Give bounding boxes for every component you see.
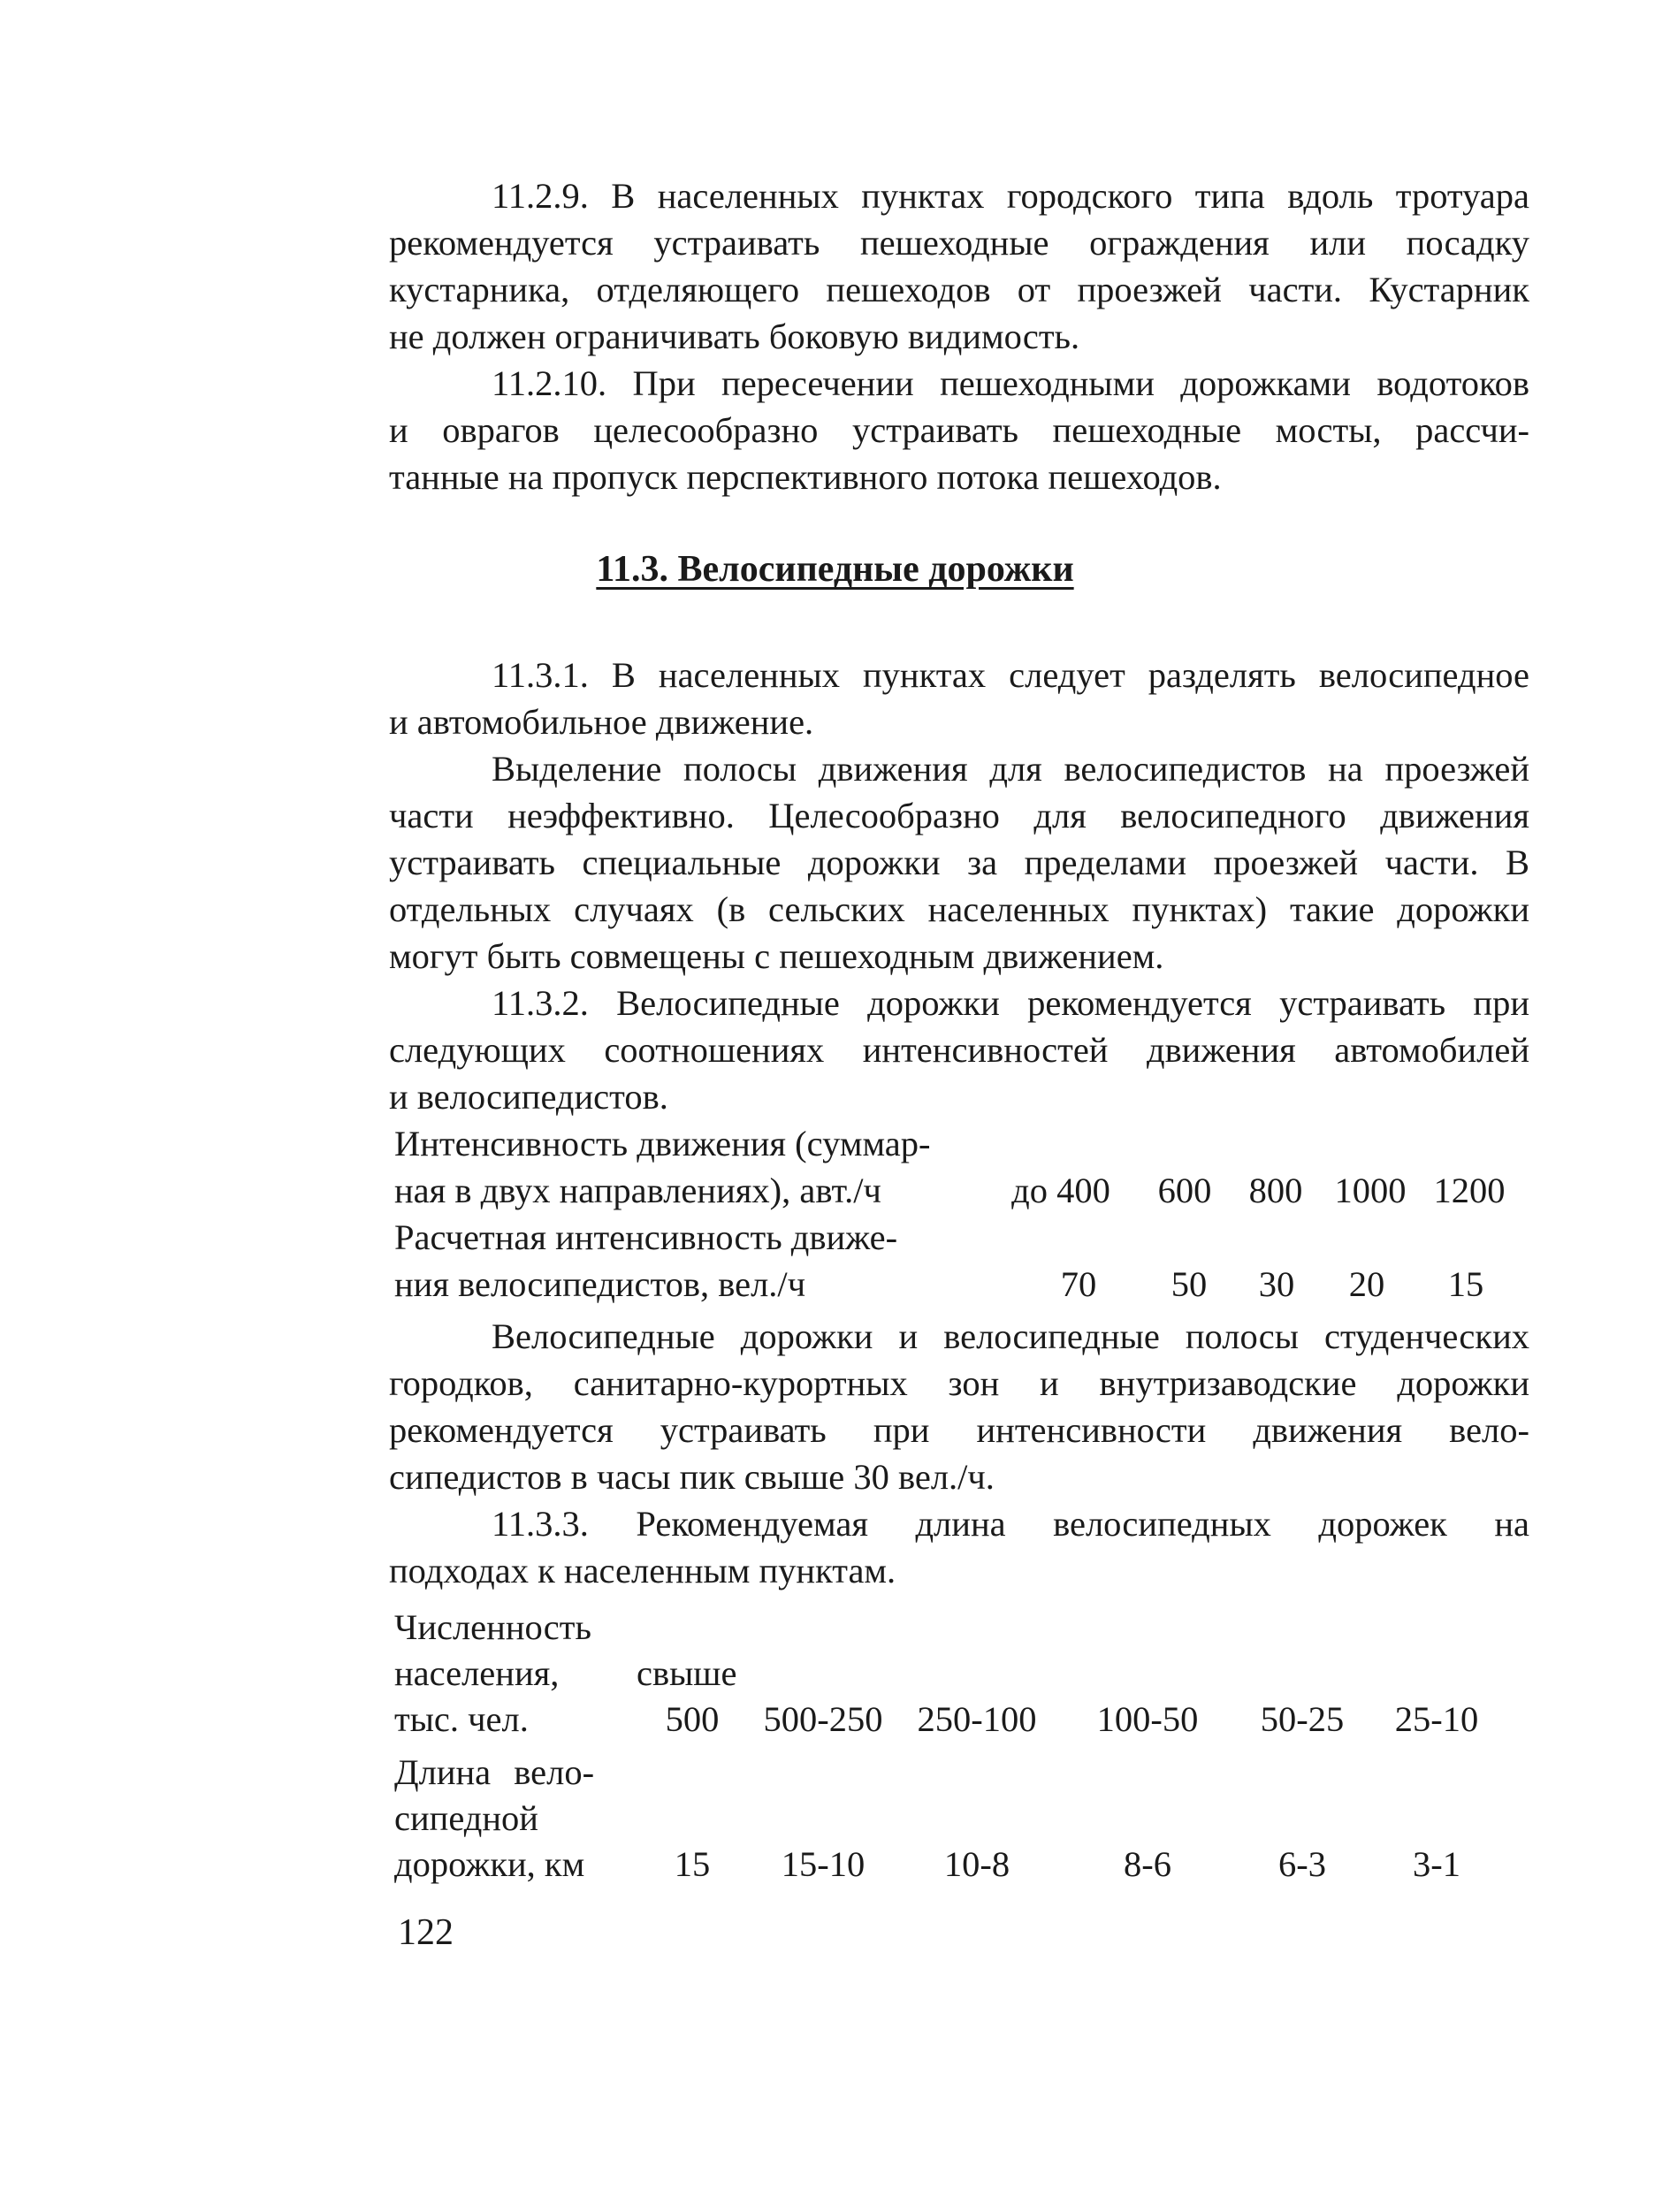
table-cell: до 400 xyxy=(1011,1171,1110,1210)
text-line: городков, санитарно-курортных зон и внутризаводские дорожки xyxy=(389,1363,1529,1403)
text-line: 11.3.1. В населенных пунктах следует разделять велосипедное xyxy=(492,655,1529,695)
table-label: ния велосипедистов, вел./ч xyxy=(394,1264,806,1304)
table-label: Интенсивность движения (суммар- xyxy=(394,1124,931,1163)
text-line: 11.2.10. При пересечении пешеходными дорожками водотоков xyxy=(492,363,1529,403)
text-line: 11.2.9. В населенных пунктах городского типа вдоль тротуара xyxy=(492,176,1529,216)
table-label: сипедной xyxy=(394,1798,538,1838)
text-line: сипедистов в часы пик свыше 30 вел./ч. xyxy=(389,1457,995,1497)
text-line: и велосипедистов. xyxy=(389,1077,668,1117)
text-line: части неэффективно. Целесообразно для велосипедного движения xyxy=(389,796,1529,835)
table-cell: 6-3 xyxy=(1278,1844,1326,1884)
table-label: свыше xyxy=(637,1653,737,1693)
table-cell: 1200 xyxy=(1433,1171,1506,1210)
section-heading xyxy=(0,546,1670,592)
text-line: и автомобильное движение. xyxy=(389,702,814,742)
table-label: дорожки, км xyxy=(394,1844,585,1884)
table-cell: 3-1 xyxy=(1413,1844,1460,1884)
text-line: подходах к населенным пунктам. xyxy=(389,1551,896,1590)
table-cell: 50 xyxy=(1171,1264,1208,1304)
text-line: кустарника, отделяющего пешеходов от проезжей части. Кустарник xyxy=(389,270,1529,309)
table-label: ная в двух направлениях), авт./ч xyxy=(394,1171,881,1210)
text-line: рекомендуется устраивать при интенсивности движения вело- xyxy=(389,1410,1529,1450)
table-cell: 30 xyxy=(1258,1264,1295,1304)
text-line: Выделение полосы движения для велосипедистов на проезжей xyxy=(492,749,1529,789)
text-line: отдельных случаях (в сельских населенных пунктах) такие дорожки xyxy=(389,889,1529,929)
table-cell: 25-10 xyxy=(1394,1699,1479,1739)
table-label: Численность xyxy=(394,1607,591,1647)
table-cell: 800 xyxy=(1248,1171,1303,1210)
text-line: рекомендуется устраивать пешеходные ограждения или посадку xyxy=(389,223,1529,263)
table-cell: 15 xyxy=(674,1844,711,1884)
table-cell: 500-250 xyxy=(763,1699,883,1739)
table-cell: 50-25 xyxy=(1260,1699,1345,1739)
text-line: следующих соотношениях интенсивностей движения автомобилей xyxy=(389,1030,1529,1070)
table-label: Расчетная интенсивность движе- xyxy=(394,1217,898,1257)
text-line: и оврагов целесообразно устраивать пешеходные мосты, рассчи- xyxy=(389,410,1529,450)
page-number: 122 xyxy=(398,1912,454,1953)
table-cell: 8-6 xyxy=(1124,1844,1171,1884)
table-cell: 15-10 xyxy=(781,1844,866,1884)
table-cell: 1000 xyxy=(1334,1171,1407,1210)
text-line: могут быть совмещены с пешеходным движением. xyxy=(389,936,1164,976)
text-line: 11.3.3. Рекомендуемая длина велосипедных дорожек на xyxy=(492,1504,1529,1544)
table-label: Длина вело- xyxy=(394,1752,595,1792)
text-line: Велосипедные дорожки и велосипедные полосы студенческих xyxy=(492,1316,1529,1356)
table-cell: 10-8 xyxy=(943,1844,1010,1884)
table-cell: 250-100 xyxy=(917,1699,1037,1739)
table-cell: 70 xyxy=(1060,1264,1097,1304)
table-cell: 100-50 xyxy=(1096,1699,1199,1739)
section-heading-text: 11.3. Велосипедные дорожки xyxy=(596,549,1074,590)
table-cell: 600 xyxy=(1157,1171,1212,1210)
text-line: не должен ограничивать боковую видимость. xyxy=(389,317,1080,356)
text-line: танные на пропуск перспективного потока пешеходов. xyxy=(389,457,1222,497)
table-cell: 15 xyxy=(1447,1264,1484,1304)
table-label: тыс. чел. xyxy=(394,1699,529,1739)
text-line: 11.3.2. Велосипедные дорожки рекомендуется устраивать при xyxy=(492,983,1529,1023)
table-label: населения, xyxy=(394,1653,560,1693)
table-cell: 20 xyxy=(1348,1264,1385,1304)
text-line: устраивать специальные дорожки за пределами проезжей части. В xyxy=(389,843,1529,882)
table-cell: 500 xyxy=(665,1699,720,1739)
